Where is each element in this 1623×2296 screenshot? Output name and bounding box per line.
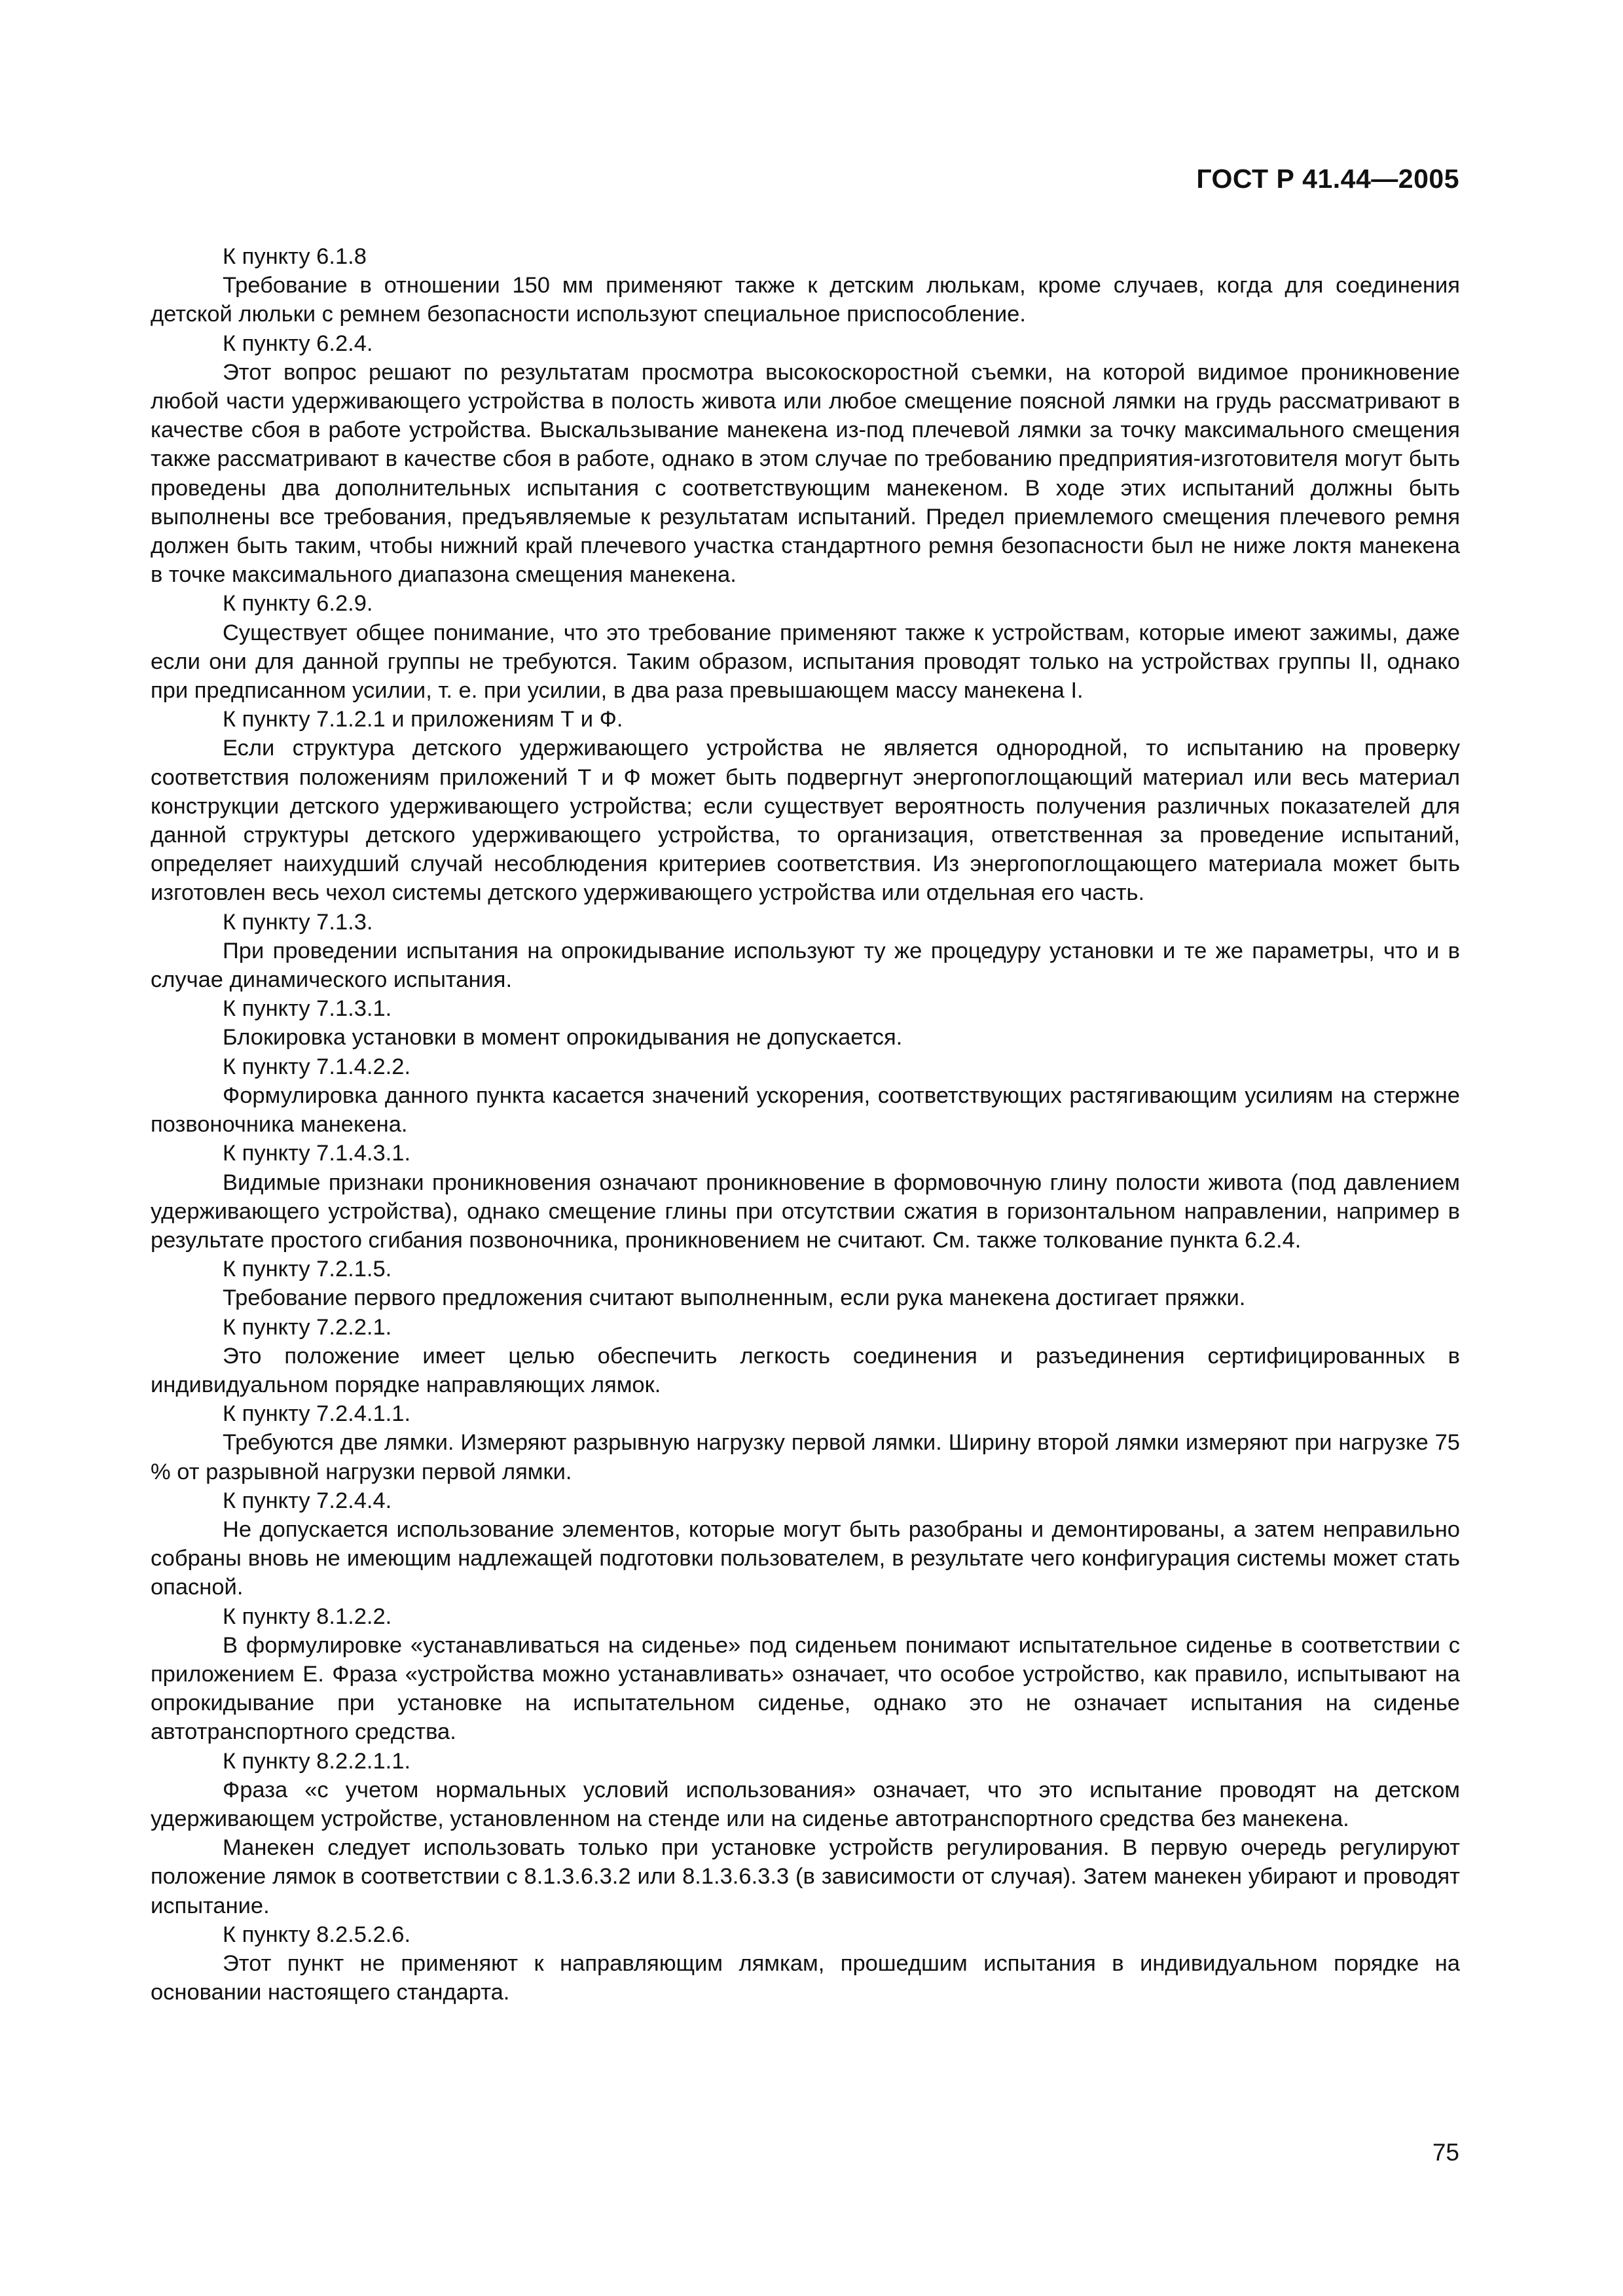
paragraph: Видимые признаки проникновения означают проникновение в формовочную глину полости живота (под давлением удерживающего устройства), однако смещение глины при отсутствии сжатия в горизонтальном направлении, например в результате простого сгибания позвоночника, проникновением не считают. См. также толкование пункта 6.2.4. bbox=[151, 1170, 1460, 1253]
clause-reference: К пункту 8.2.2.1.1. bbox=[223, 1748, 411, 1774]
paragraph: Это положение имеет целью обеспечить легкость соединения и разъединения сертифицированных в индивидуальном порядке направляющих лямок. bbox=[151, 1343, 1460, 1397]
clause-reference: К пункту 7.2.1.5. bbox=[223, 1257, 392, 1282]
page-number: 75 bbox=[1432, 2139, 1459, 2166]
clause-reference: К пункту 7.1.4.3.1. bbox=[223, 1141, 411, 1166]
paragraph: При проведении испытания на опрокидывание используют ту же процедуру установки и те же параметры, что и в случае динамического испытания. bbox=[151, 938, 1460, 993]
clause-reference: К пункту 8.2.5.2.6. bbox=[223, 1922, 411, 1947]
paragraph: Этот пункт не применяют к направляющим лямкам, прошедшим испытания в индивидуальном порядке на основании настоящего стандарта. bbox=[151, 1950, 1460, 2005]
paragraph: Формулировка данного пункта касается значений ускорения, соответствующих растягивающим усилиям на стержне позвоночника манекена. bbox=[151, 1083, 1460, 1138]
paragraph: Требование первого предложения считают выполненным, если рука манекена достигает пряжки. bbox=[223, 1285, 1246, 1311]
clause-reference: К пункту 6.2.9. bbox=[223, 591, 373, 617]
paragraph: Манекен следует использовать только при установке устройств регулирования. В первую очередь регулируют положение лямок в соответствии с 8.1.3.6.3.2 или 8.1.3.6.3.3 (в зависимости от случая). Затем манекен убирают и проводят испытание. bbox=[151, 1835, 1460, 1918]
paragraph: Фраза «с учетом нормальных условий использования» означает, что это испытание проводят на детском удерживающем устройстве, установленном на стенде или на сиденье автотранспортного средства без манекена. bbox=[151, 1777, 1460, 1831]
clause-reference: К пункту 6.2.4. bbox=[223, 331, 373, 356]
clause-reference: К пункту 7.2.2.1. bbox=[223, 1314, 392, 1340]
clause-reference: К пункту 7.2.4.4. bbox=[223, 1488, 392, 1513]
paragraph: Не допускается использование элементов, которые могут быть разобраны и демонтированы, а затем неправильно собраны вновь не имеющим надлежащей подготовки пользователем, в результате чего конфигурация системы может стать опасной. bbox=[151, 1516, 1460, 1600]
paragraph: В формулировке «устанавливаться на сиденье» под сиденьем понимают испытательное сиденье в соответствии с приложением Е. Фраза «устройства можно устанавливать» означает, что особое устройство, как правило, испытывают на опрокидывание при установке на испытательном сиденье, однако это не означает испытания на сиденье автотранспортного средства. bbox=[151, 1632, 1460, 1745]
clause-reference: К пункту 7.1.3. bbox=[223, 909, 373, 935]
clause-reference: К пункту 7.1.4.2.2. bbox=[223, 1054, 411, 1079]
clause-reference: К пункту 7.1.2.1 и приложениям Т и Ф. bbox=[223, 707, 623, 732]
clause-reference: К пункту 8.1.2.2. bbox=[223, 1604, 392, 1629]
standard-header: ГОСТ Р 41.44—2005 bbox=[1196, 164, 1459, 194]
paragraph: Существует общее понимание, что это требование применяют также к устройствам, которые имеют зажимы, даже если они для данной группы не требуются. Таким образом, испытания проводят только на устройствах группы II, однако при предписанном усилии, т. е. при усилии, в два раза превышающем массу манекена I. bbox=[151, 620, 1460, 704]
paragraph: Требование в отношении 150 мм применяют также к детским люлькам, кроме случаев, когда для соединения детской люльки с ремнем безопасности используют специальное приспособление. bbox=[151, 273, 1460, 327]
paragraph: Если структура детского удерживающего устройства не является однородной, то испытанию на проверку соответствия положениям приложений Т и Ф может быть подвергнут энергопоглощающий материал или весь материал конструкции детского удерживающего устройства; если существует вероятность получения различных показателей для данной структуры детского удерживающего устройства, то организация, ответственная за проведение испытаний, определяет наихудший случай несоблюдения критериев соответствия. Из энергопоглощающего материала может быть изготовлен весь чехол системы детского удерживающего устройства или отдельная его часть. bbox=[151, 736, 1460, 906]
paragraph: Блокировка установки в момент опрокидывания не допускается. bbox=[223, 1025, 903, 1050]
paragraph: Требуются две лямки. Измеряют разрывную нагрузку первой лямки. Ширину второй лямки измеряют при нагрузке 75 % от разрывной нагрузки первой лямки. bbox=[151, 1430, 1460, 1484]
document-body bbox=[151, 242, 1460, 2007]
clause-reference: К пункту 6.1.8 bbox=[223, 244, 367, 269]
clause-reference: К пункту 7.1.3.1. bbox=[223, 996, 392, 1022]
paragraph: Этот вопрос решают по результатам просмотра высокоскоростной съемки, на которой видимое проникновение любой части удерживающего устройства в полость живота или любое смещение поясной лямки на грудь рассматривают в качестве сбоя в работе устройства. Выскальзывание манекена из-под плечевой лямки за точку максимального смещения также рассматривают в качестве сбоя в работе, однако в этом случае по требованию предприятия-изготовителя могут быть проведены два дополнительных испытания с соответствующим манекеном. В ходе этих испытаний должны быть выполнены все требования, предъявляемые к результатам испытаний. Предел приемлемого смещения плечевого ремня должен быть таким, чтобы нижний край плечевого участка стандартного ремня безопасности был не ниже локтя манекена в точке максимального диапазона смещения манекена. bbox=[151, 359, 1460, 588]
clause-reference: К пункту 7.2.4.1.1. bbox=[223, 1401, 411, 1427]
